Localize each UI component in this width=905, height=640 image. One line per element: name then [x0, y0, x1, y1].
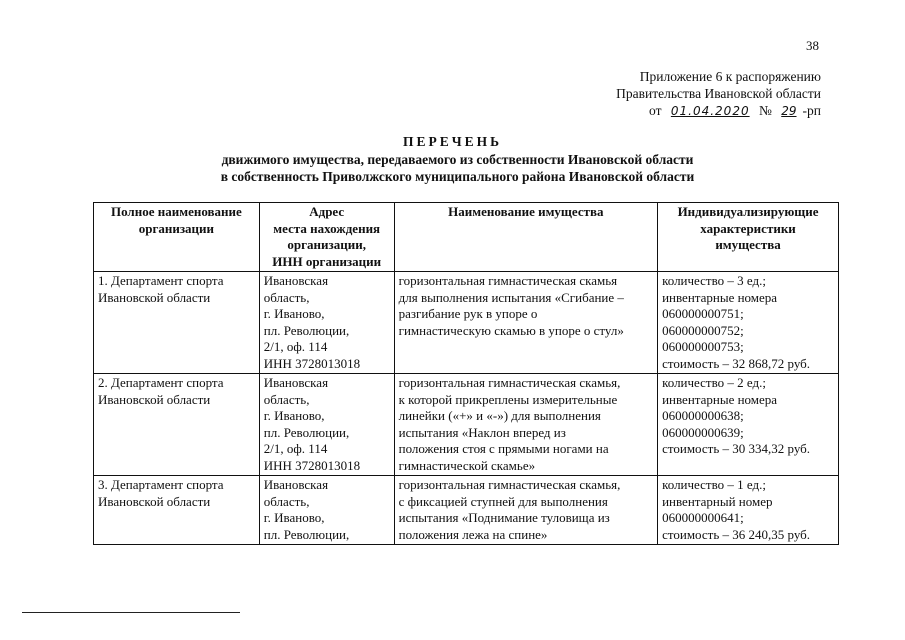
document-title — [0, 133, 905, 185]
title-subtitle-2: в собственность Приволжского муниципального района Ивановской области — [220, 169, 695, 184]
footnote-separator — [22, 612, 240, 613]
header-organization: Полное наименование организации — [94, 203, 260, 272]
cell-characteristics: количество – 2 ед.; инвентарные номера 060000000638; 060000000639; стоимость – 30 334,32 руб. — [658, 374, 839, 476]
page-number: 38 — [806, 38, 819, 53]
table-row — [94, 476, 839, 545]
cell-property: горизонтальная гимнастическая скамья, к которой прикреплены измерительные линейки («+» и «-») для выполнения испытания «Наклон вперед из положения стоя с прямыми ногами на гимнастической скамье» — [394, 374, 657, 476]
cell-property: горизонтальная гимнастическая скамья для выполнения испытания «Сгибание – разгибание рук в упоре о гимнастическую скамью в упоре о стул» — [394, 272, 657, 374]
cell-organization: 3. Департамент спорта Ивановской области — [94, 476, 260, 545]
appendix-line-2: Правительства Ивановской области — [616, 86, 821, 101]
table-row — [94, 374, 839, 476]
cell-characteristics: количество – 1 ед.; инвентарный номер 060000000641; стоимость – 36 240,35 руб. — [658, 476, 839, 545]
table-header-row — [94, 203, 839, 272]
cell-address: Ивановская область, г. Иваново, пл. Революции, 2/1, оф. 114 ИНН 3728013018 — [259, 374, 394, 476]
order-suffix: -рп — [802, 103, 821, 118]
cell-property: горизонтальная гимнастическая скамья, с фиксацией ступней для выполнения испытания «Поднимание туловища из положения лежа на спине» — [394, 476, 657, 545]
cell-characteristics: количество – 3 ед.; инвентарные номера 060000000751; 060000000752; 060000000753; стоимость – 32 868,72 руб. — [658, 272, 839, 374]
cell-address: Ивановская область, г. Иваново, пл. Революции, — [259, 476, 394, 545]
property-table — [93, 202, 839, 545]
cell-organization: 2. Департамент спорта Ивановской области — [94, 374, 260, 476]
title-heading: ПЕРЕЧЕНЬ — [402, 134, 503, 149]
number-label: № — [758, 103, 772, 118]
appendix-line-1: Приложение 6 к распоряжению — [639, 69, 821, 84]
header-address: Адрес места нахождения организации, ИНН организации — [259, 203, 394, 272]
appendix-line-3 — [616, 102, 821, 120]
from-label: от — [649, 103, 662, 118]
table-row — [94, 272, 839, 374]
order-date: 01.04.2020 — [670, 104, 750, 118]
header-property: Наименование имущества — [394, 203, 657, 272]
header-characteristics: Индивидуализирующие характеристики имущества — [658, 203, 839, 272]
appendix-header — [616, 68, 821, 120]
cell-organization: 1. Департамент спорта Ивановской области — [94, 272, 260, 374]
order-number: 29 — [781, 104, 797, 118]
title-subtitle-1: движимого имущества, передаваемого из собственности Ивановской области — [221, 152, 694, 167]
cell-address: Ивановская область, г. Иваново, пл. Революции, 2/1, оф. 114 ИНН 3728013018 — [259, 272, 394, 374]
